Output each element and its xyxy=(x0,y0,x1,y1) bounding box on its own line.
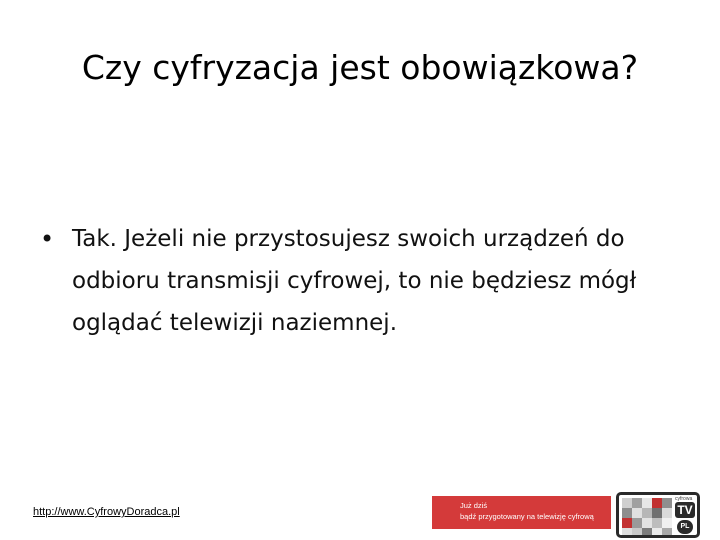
logo-pixel xyxy=(662,528,672,538)
logo-pixel xyxy=(662,508,672,518)
promo-banner xyxy=(432,496,611,529)
logo-pixel xyxy=(642,528,652,538)
slide-title: Czy cyfryzacja jest obowiązkowa? xyxy=(81,48,639,87)
logo-pixel xyxy=(632,528,642,538)
banner-line-2: bądź przygotowany na telewizję cyfrową xyxy=(460,512,594,521)
logo-tv-badge: TV xyxy=(675,502,695,518)
logo-pixel xyxy=(652,508,662,518)
logo-pixel xyxy=(632,518,642,528)
logo-pixel xyxy=(642,508,652,518)
cyfrowa-tv-logo xyxy=(616,492,700,538)
bullet-lead: Tak xyxy=(72,226,110,252)
banner-line-1: Już dziś xyxy=(460,501,488,510)
logo-pixel xyxy=(662,518,672,528)
bullet-text xyxy=(72,218,692,344)
logo-pixel xyxy=(622,508,632,518)
bullet-marker: • xyxy=(40,225,55,253)
bullet-item xyxy=(40,218,700,344)
logo-pixel xyxy=(632,498,642,508)
logo-pl-badge: PL xyxy=(677,520,693,534)
footer-link[interactable]: http://www.CyfrowyDoradca.pl xyxy=(33,506,180,518)
logo-pixel xyxy=(622,528,632,538)
logo-pixel xyxy=(622,518,632,528)
logo-pixel xyxy=(642,498,652,508)
logo-pixel xyxy=(652,518,662,528)
logo-pixel xyxy=(622,498,632,508)
logo-pixel xyxy=(632,508,642,518)
logo-pixel xyxy=(652,528,662,538)
logo-pixel xyxy=(662,498,672,508)
logo-brand-text: cyfrowa xyxy=(675,496,693,502)
logo-pixel xyxy=(642,518,652,528)
bullet-body: . Jeżeli nie przystosujesz swoich urządzeń do odbioru transmisji cyfrowej, to nie będziesz mógł oglądać telewizji naziemnej. xyxy=(72,226,637,336)
logo-pixel xyxy=(652,498,662,508)
